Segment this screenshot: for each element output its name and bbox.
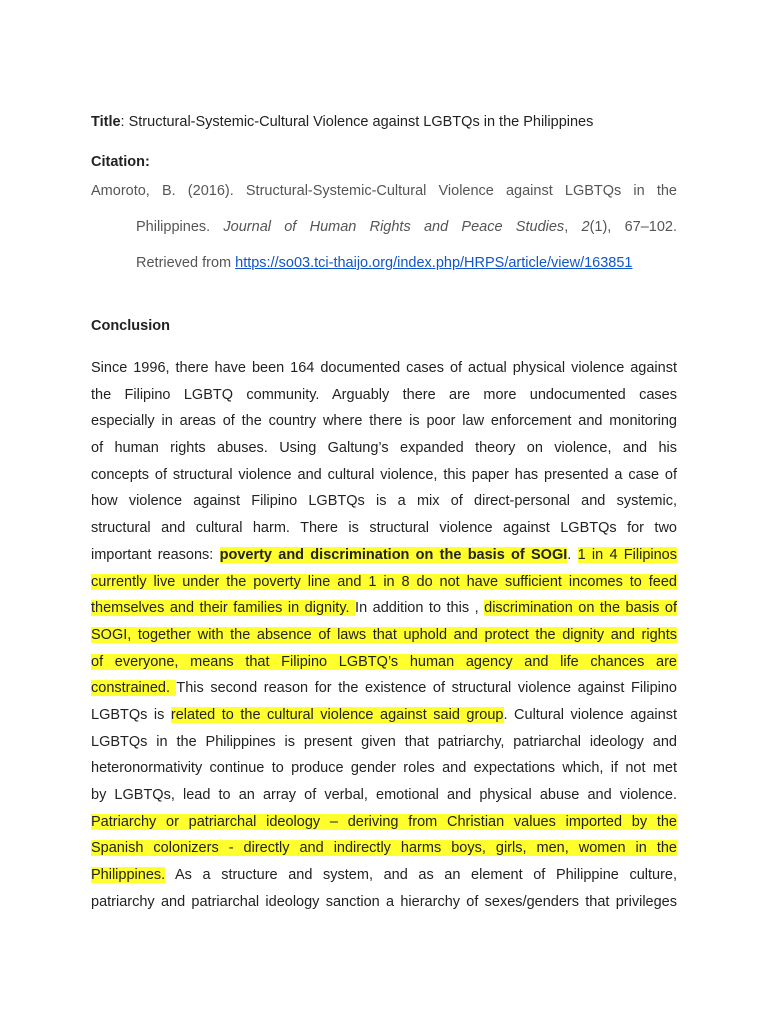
citation-line-2 — [91, 209, 677, 245]
highlight: themselves and their families in dignity. — [91, 600, 356, 617]
retrieved-from-label: Retrieved from — [136, 255, 236, 271]
body-line: especially in areas of the country where there is poor law enforcement and monitoring — [91, 413, 677, 430]
body-text: . — [567, 546, 578, 563]
conclusion-heading: Conclusion — [91, 318, 170, 334]
citation-heading: Citation: — [91, 154, 150, 170]
body-line: the Filipino LGBTQ community. Arguably there are more undocumented cases — [91, 386, 677, 403]
body-line: patriarchy and patriarchal ideology sanction a hierarchy of sexes/genders that privileges — [91, 893, 677, 910]
title-text: Structural-Systemic-Cultural Violence against LGBTQs in the Philippines — [128, 114, 594, 130]
body-text: important reasons: — [91, 546, 220, 563]
citation-text: (1), 67–102. — [589, 219, 677, 235]
body-line — [91, 675, 677, 702]
body-line — [91, 622, 677, 649]
highlight: discrimination on the basis of — [484, 600, 677, 617]
highlight-bold: poverty and discrimination on the basis of SOGI — [219, 546, 568, 563]
body-line — [91, 569, 677, 596]
highlight: of everyone, means that Filipino LGBTQ’s human agency and life chances are — [91, 653, 677, 670]
body-text: . Cultural violence against — [503, 706, 677, 723]
highlight: Spanish colonizers - directly and indirectly harms boys, girls, men, women in the — [91, 840, 677, 857]
citation-text: , — [564, 219, 582, 235]
citation-journal: Journal of Human Rights and Peace Studies — [223, 219, 565, 235]
body-line — [91, 862, 677, 889]
highlight: related to the cultural violence against said group — [170, 706, 504, 723]
body-line: how violence against Filipino LGBTQs is a mix of direct-personal and systemic, — [91, 493, 677, 510]
body-line — [91, 702, 677, 729]
title-label: Title — [91, 114, 121, 130]
citation-block — [91, 173, 677, 281]
body-text: As a structure and system, and as an element of Philippine culture, — [165, 867, 677, 884]
citation-line-3 — [91, 245, 677, 281]
body-line: concepts of structural violence and cultural violence, this paper has presented a case of — [91, 466, 677, 483]
body-text: This second reason for the existence of structural violence against Filipino — [176, 680, 677, 697]
body-line — [91, 835, 677, 862]
highlight: SOGI, together with the absence of laws that uphold and protect the dignity and rights — [91, 626, 677, 643]
document-title — [91, 112, 691, 132]
citation-text: Philippines. — [136, 219, 224, 235]
body-text: In addition to this , — [355, 600, 485, 617]
body-text: LGBTQs is — [91, 706, 171, 723]
citation-volume: 2 — [581, 219, 590, 235]
body-line — [91, 649, 677, 676]
body-line: of human rights abuses. Using Galtung’s expanded theory on violence, and his — [91, 440, 677, 457]
body-line: heteronormativity continue to produce gender roles and expectations which, if not met — [91, 760, 677, 777]
highlight: Philippines. — [91, 867, 166, 884]
body-line — [91, 542, 677, 569]
body-line — [91, 809, 677, 836]
citation-line-1: Amoroto, B. (2016). Structural-Systemic-Cultural Violence against LGBTQs in the — [91, 183, 677, 199]
highlight: 1 in 4 Filipinos — [577, 546, 677, 563]
body-line: Since 1996, there have been 164 documented cases of actual physical violence against — [91, 360, 677, 376]
conclusion-body — [91, 355, 677, 915]
highlight: currently live under the poverty line and 1 in 8 do not have sufficient incomes to feed — [91, 573, 677, 590]
highlight: Patriarchy or patriarchal ideology – deriving from Christian values imported by the — [91, 813, 677, 830]
body-line: LGBTQs in the Philippines is present given that patriarchy, patriarchal ideology and — [91, 733, 677, 750]
body-line: structural and cultural harm. There is structural violence against LGBTQs for two — [91, 520, 677, 537]
body-line — [91, 595, 677, 622]
citation-url-link[interactable]: https://so03.tci-thaijo.org/index.php/HRPS/article/view/163851 — [235, 255, 633, 271]
highlight: constrained. — [91, 680, 177, 697]
title-separator: : — [120, 114, 129, 130]
body-line: by LGBTQs, lead to an array of verbal, emotional and physical abuse and violence. — [91, 787, 677, 803]
